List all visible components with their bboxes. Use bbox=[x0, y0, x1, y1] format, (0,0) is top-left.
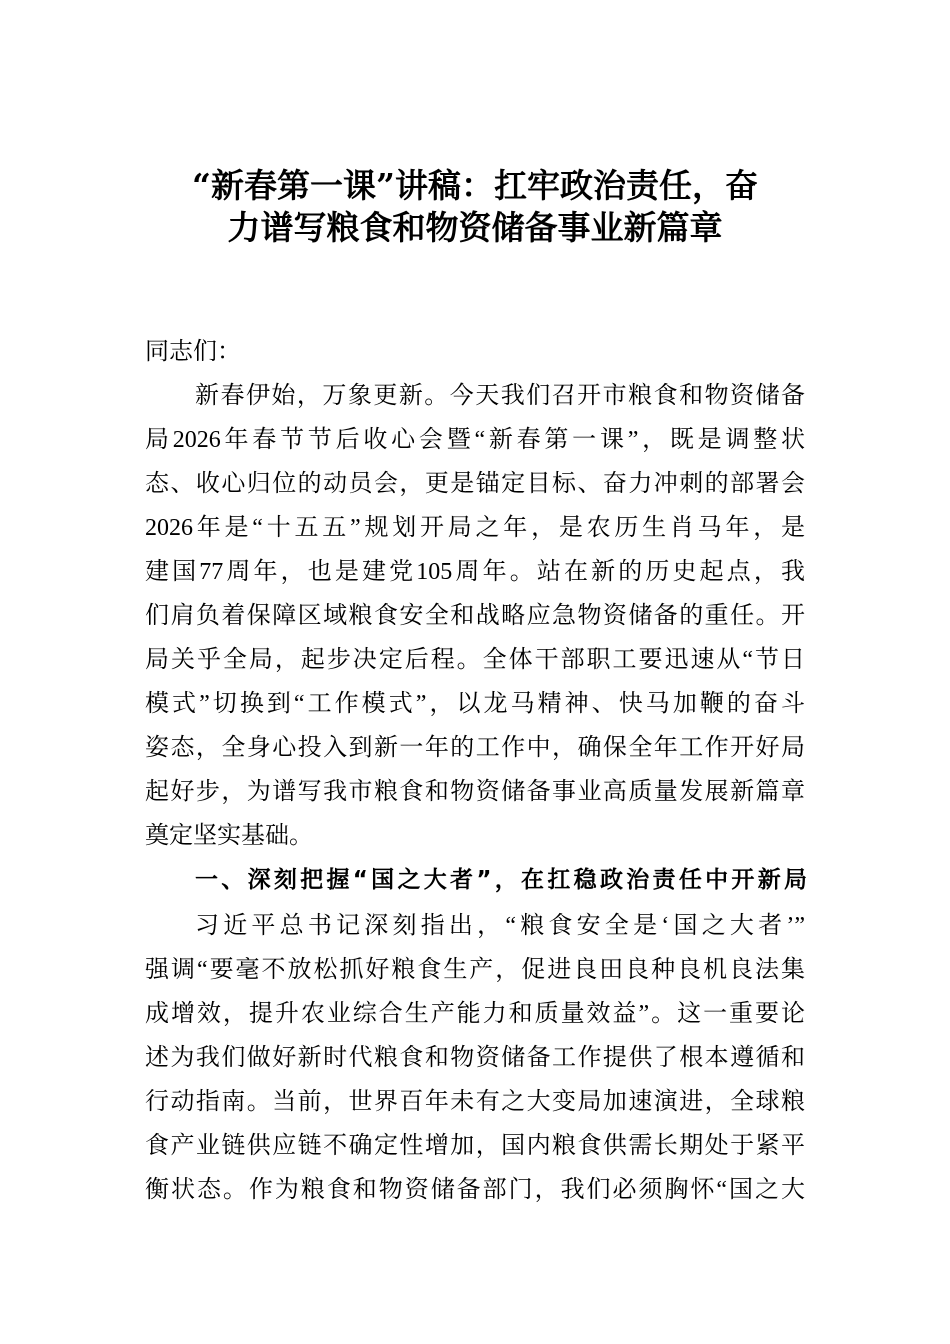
paragraph-line: 新春伊始，万象更新。今天我们召开市粮食和物资储备 bbox=[195, 383, 805, 409]
paragraph-line: 2026年是“十五五”规划开局之年，是农历生肖马年，是 bbox=[145, 515, 805, 541]
paragraph-line: 食产业链供应链不确定性增加，国内粮食供需长期处于紧平 bbox=[145, 1133, 805, 1159]
paragraph-line: 行动指南。当前，世界百年未有之大变局加速演进，全球粮 bbox=[145, 1089, 805, 1115]
paragraph-line: 模式”切换到“工作模式”，以龙马精神、快马加鞭的奋斗 bbox=[145, 691, 805, 717]
salutation: 同志们： bbox=[145, 339, 241, 365]
paragraph-line: 成增效，提升农业综合生产能力和质量效益”。这一重要论 bbox=[145, 1001, 805, 1027]
paragraph-line: 奠定坚实基础。 bbox=[145, 823, 313, 849]
paragraph-line: 强调“要毫不放松抓好粮食生产，促进良田良种良机良法集 bbox=[145, 957, 805, 983]
paragraph-line: 姿态，全身心投入到新一年的工作中，确保全年工作开好局 bbox=[145, 735, 805, 761]
paragraph-line: 习近平总书记深刻指出，“粮食安全是‘国之大者’” bbox=[195, 913, 805, 939]
paragraph-line: 起好步，为谱写我市粮食和物资储备事业高质量发展新篇章 bbox=[145, 779, 805, 805]
section-heading-1: 一、深刻把握“国之大者”，在扛稳政治责任中开新局 bbox=[195, 867, 807, 893]
paragraph-line: 衡状态。作为粮食和物资储备部门，我们必须胸怀“国之大 bbox=[145, 1177, 805, 1203]
paragraph-line: 们肩负着保障区域粮食安全和战略应急物资储备的重任。开 bbox=[145, 603, 805, 629]
document-title-line-2: 力谱写粮食和物资储备事业新篇章 bbox=[227, 208, 723, 247]
paragraph-line: 建国77周年，也是建党105周年。站在新的历史起点，我 bbox=[145, 559, 805, 585]
document-title-line-1: “新春第一课”讲稿：扛牢政治责任，奋 bbox=[192, 166, 758, 205]
paragraph-line: 局关乎全局，起步决定后程。全体干部职工要迅速从“节日 bbox=[145, 647, 805, 673]
paragraph-line: 态、收心归位的动员会，更是锚定目标、奋力冲刺的部署会 bbox=[145, 471, 805, 497]
paragraph-line: 述为我们做好新时代粮食和物资储备工作提供了根本遵循和 bbox=[145, 1045, 805, 1071]
paragraph-line: 局2026年春节节后收心会暨“新春第一课”，既是调整状 bbox=[145, 427, 805, 453]
